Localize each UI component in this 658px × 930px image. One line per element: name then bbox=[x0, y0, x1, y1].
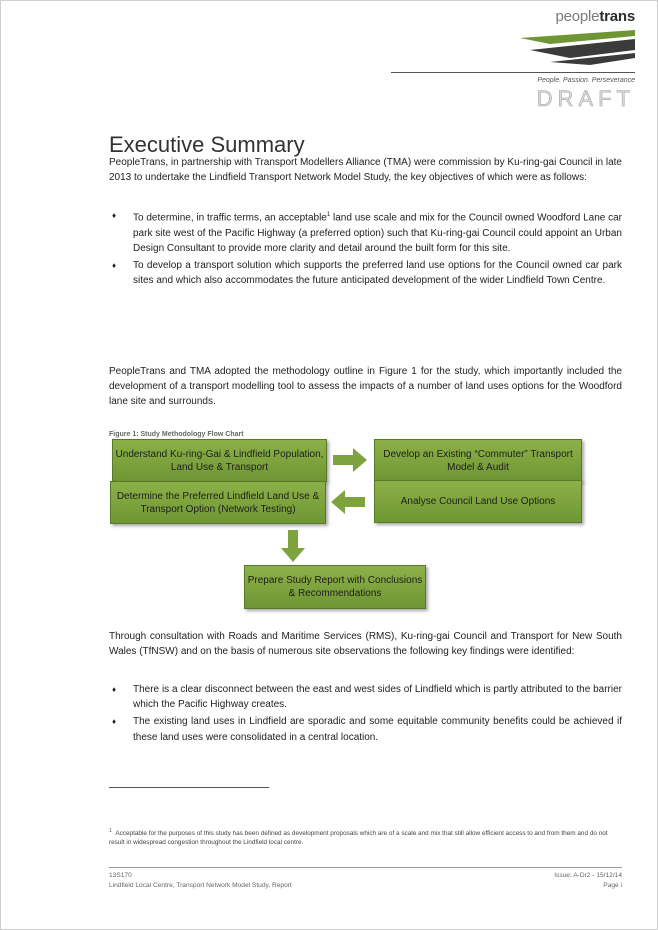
footer-project: Lindfield Local Centre, Transport Network Model Study, Report bbox=[109, 882, 292, 889]
down-arrow-icon bbox=[281, 530, 305, 562]
flow-box-determine: Determine the Preferred Lindfield Land Use & Transport Option (Network Testing) bbox=[110, 481, 326, 524]
footnote-number: 1 bbox=[109, 828, 112, 834]
draft-watermark: DRAFT bbox=[536, 86, 635, 111]
objective-text: To develop a transport solution which supports the preferred land use options for the Council owned car park sites and which also accommodates the future anticipated development of the wider Lindfield Town Centre. bbox=[133, 259, 622, 287]
figure-caption: Figure 1: Study Methodology Flow Chart bbox=[109, 431, 244, 438]
diamond-bullet-icon: ♦ bbox=[112, 717, 117, 727]
findings-paragraph: Through consultation with Roads and Maritime Services (RMS), Ku-ring-gai Council and Transport for New South Wales (TfNSW) and on the basis of numerous site observations the following key findings were identified: bbox=[109, 631, 622, 658]
left-arrow-icon bbox=[331, 490, 365, 514]
diamond-bullet-icon: ♦ bbox=[112, 685, 117, 694]
objective-text: To determine, in traffic terms, an acceptable bbox=[133, 212, 327, 224]
flow-box-prepare-report: Prepare Study Report with Conclusions & Recommendations bbox=[244, 565, 426, 609]
footnote-rule bbox=[109, 787, 269, 788]
list-item bbox=[109, 258, 622, 288]
objectives-list bbox=[109, 208, 622, 288]
footnote bbox=[109, 827, 622, 847]
diamond-bullet-icon: ♦ bbox=[112, 211, 117, 220]
footer-left bbox=[109, 871, 292, 891]
right-arrow-icon bbox=[333, 448, 367, 472]
list-item bbox=[109, 682, 622, 712]
footer-issue: Issue: A-Dr2 - 15/12/14 bbox=[554, 872, 622, 879]
list-item bbox=[109, 714, 622, 744]
objective-text: land use scale and mix for the Council owned Woodford Lane car park site west of the Pacific Highway (a preferred option) such that Ku-ring-gai Council could appoint an Urban Design Consultant to provide more clarity and detail around the built form for this site. bbox=[133, 212, 622, 254]
intro-paragraph: PeopleTrans, in partnership with Transport Modellers Alliance (TMA) were commission by Ku-ring-gai Council in late 2013 to undertake the Lindfield Transport Network Model Study, the key objectives of which were as follows: bbox=[109, 157, 622, 184]
finding-text: There is a clear disconnect between the east and west sides of Lindfield which is partly attributed to the barrier which the Pacific Highway creates. bbox=[133, 684, 622, 711]
header-rule bbox=[391, 72, 635, 73]
footer-rule bbox=[109, 867, 622, 868]
finding-text: The existing land uses in Lindfield are sporadic and some equitable community benefits could be achieved if these land uses were consolidated in a central location. bbox=[133, 716, 622, 743]
footer-page: Page i bbox=[603, 882, 622, 889]
logo-swoosh-icon bbox=[510, 28, 635, 70]
diamond-bullet-icon: ♦ bbox=[112, 260, 117, 270]
tagline: People. Passion. Perseverance bbox=[537, 77, 635, 84]
findings-list bbox=[109, 682, 622, 745]
page-title: Executive Summary bbox=[109, 132, 305, 157]
footnote-text: Acceptable for the purposes of this study has been defined as development proposals which are of a scale and mix that still allow efficient access to and from them and do not result in widespread congestion throughout the Lindfield local centre. bbox=[109, 830, 608, 847]
footnote-ref[interactable]: 1 bbox=[326, 212, 331, 218]
peopletrans-logo bbox=[510, 8, 635, 70]
footer-code: 13S170 bbox=[109, 872, 132, 879]
flow-box-develop-model: Develop an Existing “Commuter” Transport Model & Audit bbox=[374, 439, 582, 482]
methodology-paragraph: PeopleTrans and TMA adopted the methodology outline in Figure 1 for the study, which importantly included the development of a transport modelling tool to assess the impacts of a number of land uses options for the Woodford lane site and surrounds. bbox=[109, 366, 622, 408]
flow-box-analyse bbox=[374, 480, 582, 523]
list-item bbox=[109, 208, 622, 256]
logo-wordmark: peopletrans bbox=[555, 8, 635, 25]
flow-box-label: Analyse Council Land Use Options bbox=[400, 496, 556, 507]
footer-right bbox=[554, 871, 622, 891]
flow-box-understand: Understand Ku-ring-Gai & Lindfield Population, Land Use & Transport bbox=[112, 439, 327, 482]
